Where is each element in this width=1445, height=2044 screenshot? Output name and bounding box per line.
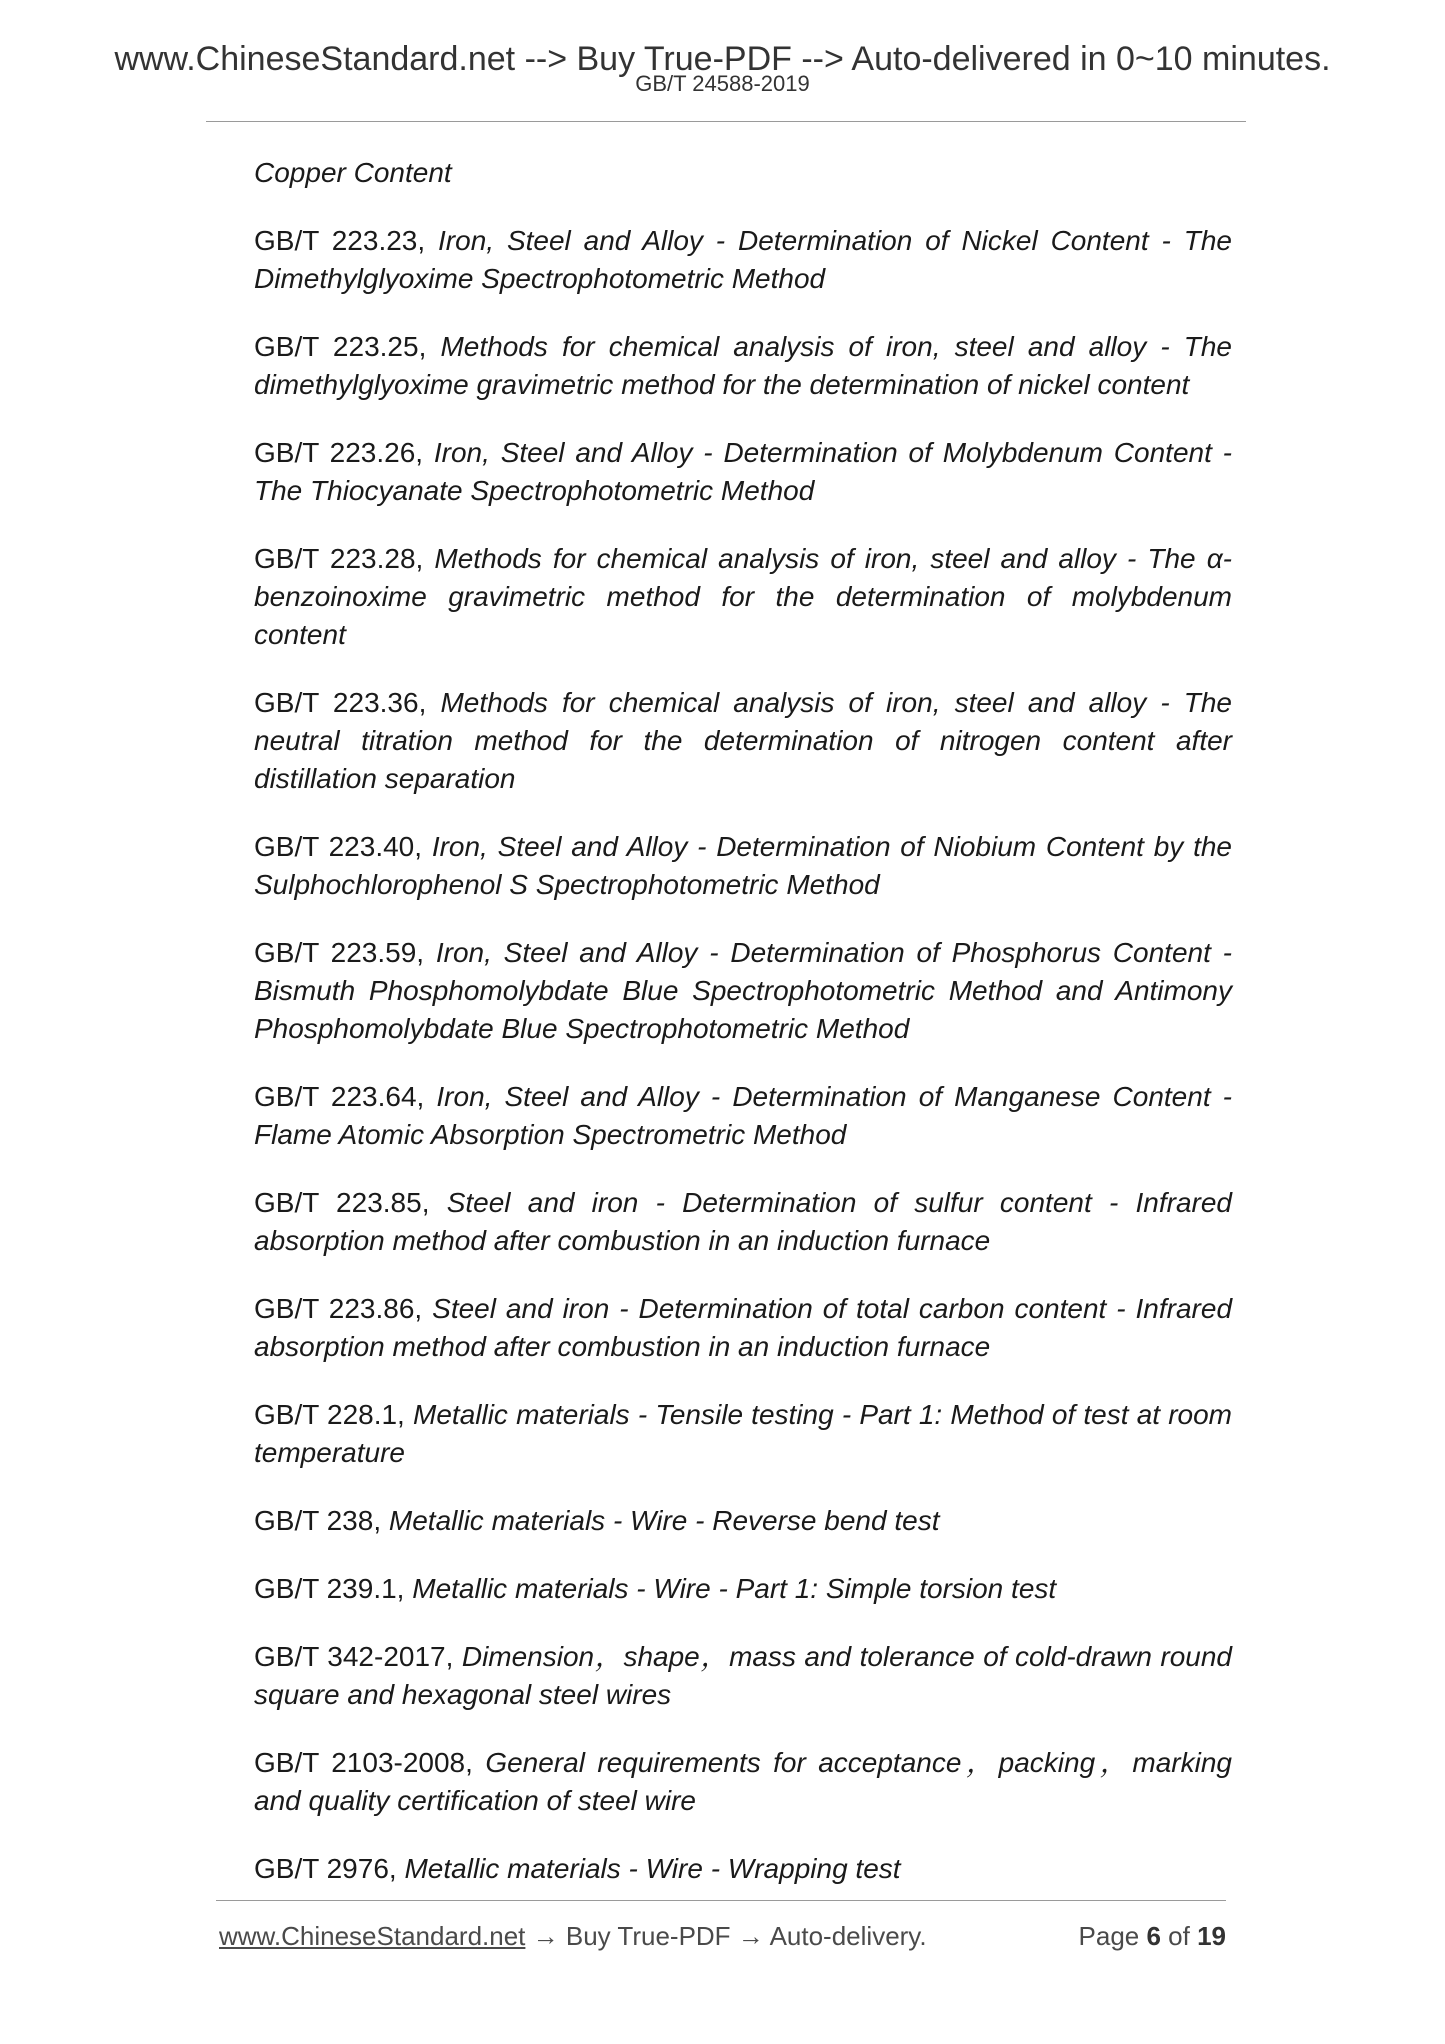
reference-entry bbox=[254, 540, 1232, 654]
reference-title: Metallic materials - Wire - Wrapping test bbox=[404, 1853, 901, 1884]
reference-entry bbox=[254, 222, 1232, 298]
reference-entry bbox=[254, 1184, 1232, 1260]
reference-entry bbox=[254, 1290, 1232, 1366]
reference-title: Methods for chemical analysis of iron, steel and alloy - The dimethylglyoxime gravimetric method for the determination of nickel content bbox=[254, 331, 1232, 400]
reference-title: Iron, Steel and Alloy - Determination of Molybdenum Content - The Thiocyanate Spectrophotometric Method bbox=[254, 437, 1233, 506]
reference-code: GB/T 238, bbox=[254, 1505, 389, 1536]
footer-tagline: → Buy True-PDF → Auto-delivery. bbox=[525, 1921, 927, 1951]
reference-code: GB/T 223.26, bbox=[254, 437, 434, 468]
reference-code: GB/T 223.86, bbox=[254, 1293, 433, 1324]
reference-code: GB/T 223.28, bbox=[254, 543, 435, 574]
reference-title: Metallic materials - Wire - Part 1: Simple torsion test bbox=[412, 1573, 1057, 1604]
reference-title: Dimension，shape，mass and tolerance of cold-drawn round square and hexagonal steel wires bbox=[254, 1641, 1233, 1710]
reference-title: Metallic materials - Tensile testing - Part 1: Method of test at room temperature bbox=[254, 1399, 1233, 1468]
reference-code: GB/T 2976, bbox=[254, 1853, 405, 1884]
reference-entry bbox=[254, 828, 1232, 904]
reference-title: Methods for chemical analysis of iron, steel and alloy - The neutral titration method for the determination of nitrogen content after distillation separation bbox=[254, 687, 1232, 794]
reference-entry bbox=[254, 934, 1232, 1048]
total-pages: 19 bbox=[1197, 1921, 1226, 1951]
standard-code: GB/T 24588-2019 bbox=[635, 71, 810, 96]
reference-title: Steel and iron - Determination of sulfur content - Infrared absorption method after combustion in an induction furnace bbox=[254, 1187, 1233, 1256]
reference-code: GB/T 223.23, bbox=[254, 225, 439, 256]
reference-entry bbox=[254, 328, 1232, 404]
page-number: 6 bbox=[1146, 1921, 1161, 1951]
reference-title: Iron, Steel and Alloy - Determination of Manganese Content - Flame Atomic Absorption Spectrometric Method bbox=[254, 1081, 1232, 1150]
reference-entry bbox=[254, 1396, 1232, 1472]
reference-entry bbox=[254, 1850, 1232, 1888]
page-label: Page bbox=[1078, 1921, 1147, 1951]
reference-list bbox=[254, 154, 1232, 1918]
reference-code: GB/T 2103-2008, bbox=[254, 1747, 486, 1778]
footer-left bbox=[219, 1918, 927, 1954]
references-container bbox=[254, 222, 1232, 1888]
reference-code: GB/T 342-2017, bbox=[254, 1641, 462, 1672]
of-label: of bbox=[1160, 1921, 1198, 1951]
reference-code: GB/T 228.1, bbox=[254, 1399, 414, 1430]
page-footer bbox=[219, 1918, 1226, 1958]
page-indicator bbox=[1079, 1918, 1226, 1954]
footer-site-link[interactable]: www.ChineseStandard.net bbox=[219, 1921, 526, 1951]
reference-code: GB/T 223.36, bbox=[254, 687, 441, 718]
reference-title: Metallic materials - Wire - Reverse bend test bbox=[388, 1505, 940, 1536]
reference-entry bbox=[254, 1744, 1232, 1820]
reference-code: GB/T 223.25, bbox=[254, 331, 441, 362]
footer-divider bbox=[216, 1900, 1226, 1901]
reference-title: Methods for chemical analysis of iron, steel and alloy - The α-benzoinoxime gravimetric method for the determination of molybdenum content bbox=[254, 543, 1232, 650]
reference-entry bbox=[254, 1638, 1232, 1714]
reference-title: Steel and iron - Determination of total carbon content - Infrared absorption method after combustion in an induction furnace bbox=[254, 1293, 1233, 1362]
continued-title-fragment: Copper Content bbox=[254, 157, 452, 188]
reference-title: Iron, Steel and Alloy - Determination of Phosphorus Content - Bismuth Phosphomolybdate Blue Spectrophotometric Method and Antimony Phosphomolybdate Blue Spectrophotometric Method bbox=[254, 937, 1232, 1044]
reference-title: General requirements for acceptance，packing，marking and quality certification of steel wire bbox=[254, 1747, 1232, 1816]
top-banner: www.ChineseStandard.net --> Buy True-PDF --> Auto-delivered in 0~10 minutes. bbox=[114, 40, 1331, 78]
reference-code: GB/T 223.59, bbox=[254, 937, 436, 968]
reference-code: GB/T 223.40, bbox=[254, 831, 432, 862]
reference-entry bbox=[254, 1078, 1232, 1154]
reference-entry bbox=[254, 1502, 1232, 1540]
reference-code: GB/T 223.64, bbox=[254, 1081, 437, 1112]
reference-code: GB/T 239.1, bbox=[254, 1573, 413, 1604]
reference-entry bbox=[254, 1570, 1232, 1608]
reference-title: Iron, Steel and Alloy - Determination of Niobium Content by the Sulphochlorophenol S Spectrophotometric Method bbox=[254, 831, 1233, 900]
header-divider bbox=[206, 121, 1246, 122]
reference-title: Iron, Steel and Alloy - Determination of Nickel Content - The Dimethylglyoxime Spectrophotometric Method bbox=[254, 225, 1232, 294]
reference-entry bbox=[254, 684, 1232, 798]
reference-entry bbox=[254, 434, 1232, 510]
reference-code: GB/T 223.85, bbox=[254, 1187, 447, 1218]
